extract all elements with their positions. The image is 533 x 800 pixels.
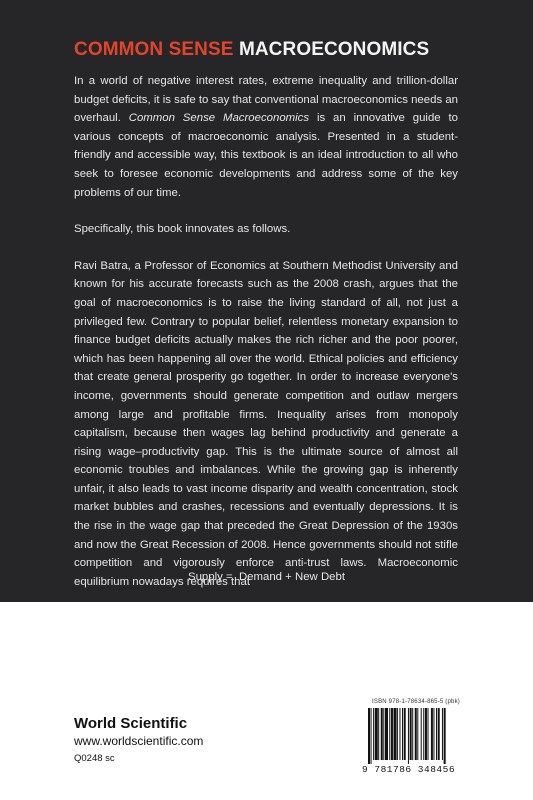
book-title <box>74 38 474 62</box>
publisher-url: www.worldscientific.com <box>74 734 204 748</box>
intro-book-title: Common Sense Macroeconomics <box>128 112 310 125</box>
barcode-digits: 9 781786 348456 <box>362 764 456 775</box>
blurb-paragraph-author: Ravi Batra, a Professor of Economics at Southern Methodist University and known for his accurate forecasts such as the 2008 crash, argues that the goal of macroeconomics is to raise the living standard of all, not just a privileged few. Contrary to popular belief, relentless monetary expansion to finance budget deficits actually makes the rich richer and the poor poorer, which has been happening all over the world. Ethical policies and efficiency that create general prosperity go together. In order to increase everyone's income, governments should generate competition and outlaw mergers among large and profitable firms. Inequality arises from monopoly capitalism, because then wages lag behind productivity and generate a rising wage–productivity gap. This is the ultimate source of almost all economic troubles and imbalances. While the growing gap is inherently unfair, it also leads to vast income disparity and wealth concentration, stock market bubbles and crashes, recessions and eventually depressions. It is the rise in the wage gap that preceded the Great Depression of the 1930s and now the Great Recession of 2008. Hence governments should not stifle competition and vigorously enforce anti-trust laws. Macroeconomic equilibrium nowadays requires that <box>74 259 458 588</box>
blurb <box>74 72 458 591</box>
blurb-paragraph-specifically: Specifically, this book innovates as follows. <box>74 223 291 236</box>
title-common-sense: COMMON SENSE <box>74 39 239 60</box>
intro-text-a: In a world of negative interest rates, extreme inequality and trillion-dollar budget deficits, it is safe to say that conventional macroeconomics needs an overhaul. <box>74 75 458 125</box>
publisher-block <box>74 715 203 765</box>
intro-text-b: is an innovative guide to various concepts of macroeconomic analysis. Presented in a student-friendly and accessible way, this textbook is an ideal introduction to all who seek to foresee economic developments and address some of the key problems of our time. <box>74 112 458 199</box>
title-macroeconomics: MACROECONOMICS <box>238 39 430 60</box>
product-code: Q0248 sc <box>74 753 115 764</box>
barcode-icon <box>366 708 468 764</box>
supply-demand-equation: Supply = Demand + New Debt <box>187 571 346 583</box>
publisher-name: World Scientific <box>74 715 188 732</box>
blurb-paragraph-intro <box>74 72 458 202</box>
isbn-label: ISBN 978-1-78634-865-5 (pbk) <box>372 699 460 705</box>
